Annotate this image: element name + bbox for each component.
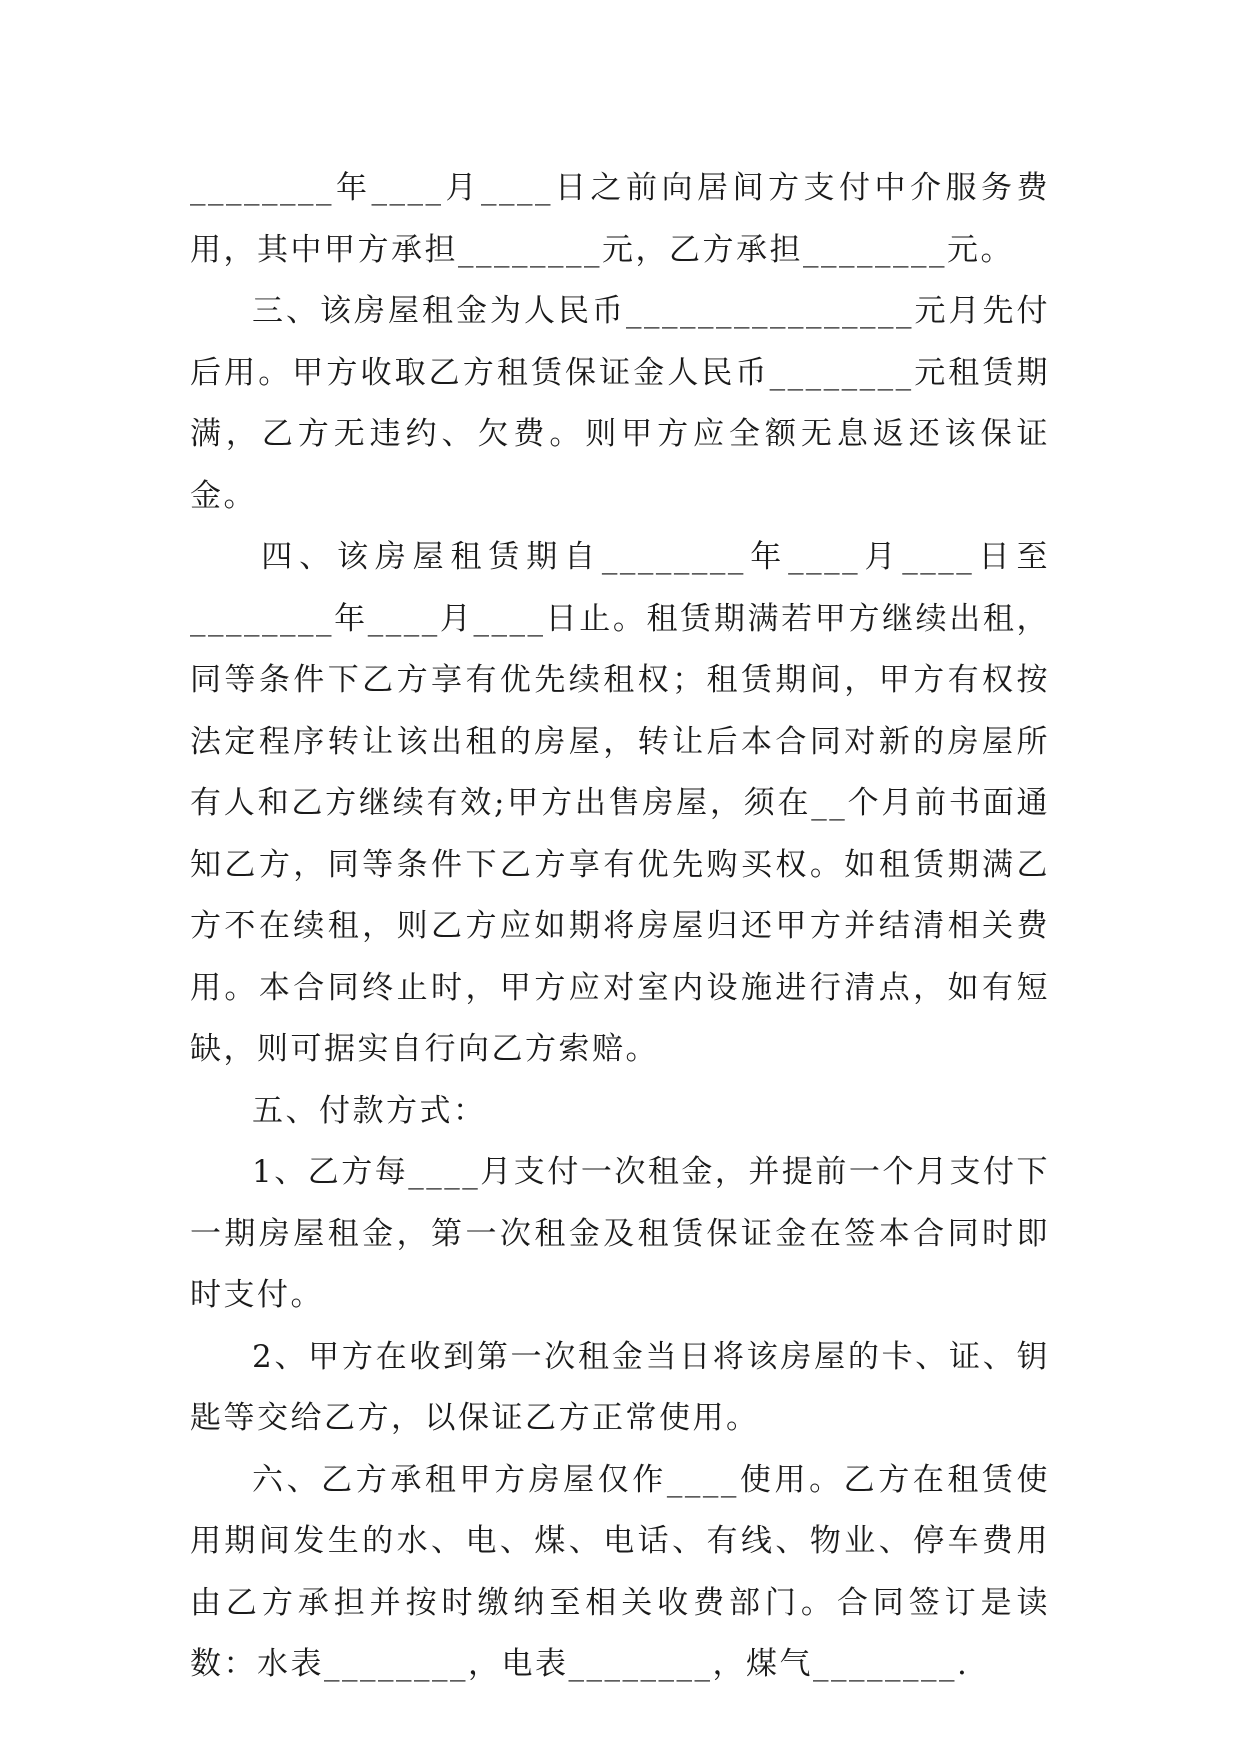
paragraph-payment-item-2: 2、甲方在收到第一次租金当日将该房屋的卡、证、钥匙等交给乙方，以保证乙方正常使用。 xyxy=(190,1338,1050,1436)
paragraph-rent-deposit: 三、该房屋租金为人民币________________元月先付后用。甲方收取乙方租赁保证金人民币________元租赁期满，乙方无违约、欠费。则甲方应全额无息返还该保证金。 xyxy=(190,293,1050,514)
paragraph-payment-method-heading: 五、付款方式： xyxy=(252,1092,487,1129)
paragraph-payment-item-1: 1、乙方每____月支付一次租金，并提前一个月支付下一期房屋租金，第一次租金及租赁保证金在签本合同时即时支付。 xyxy=(190,1154,1050,1313)
paragraph-lease-term: 四、该房屋租赁期自________年____月____日至________年____月____日止。租赁期满若甲方继续出租，同等条件下乙方享有优先续租权；租赁期间，甲方有权按法定程序转让该出租的房屋，转让后本合同对新的房屋所有人和乙方继续有效;甲方出售房屋，须在__个月前书面通知乙方，同等条件下乙方享有优先购买权。如租赁期满乙方不在续租，则乙方应如期将房屋归还甲方并结清相关费用。本合同终止时，甲方应对室内设施进行清点，如有短缺，则可据实自行向乙方索赔。 xyxy=(190,539,1050,1067)
paragraph-fee-payment: ________年____月____日之前向居间方支付中介服务费用，其中甲方承担________元，乙方承担________元。 xyxy=(190,170,1050,268)
contract-body xyxy=(190,158,1050,1696)
paragraph-usage-utilities: 六、乙方承租甲方房屋仅作____使用。乙方在租赁使用期间发生的水、电、煤、电话、有线、物业、停车费用由乙方承担并按时缴纳至相关收费部门。合同签订是读数：水表________，电表________，煤气________. xyxy=(190,1461,1050,1682)
